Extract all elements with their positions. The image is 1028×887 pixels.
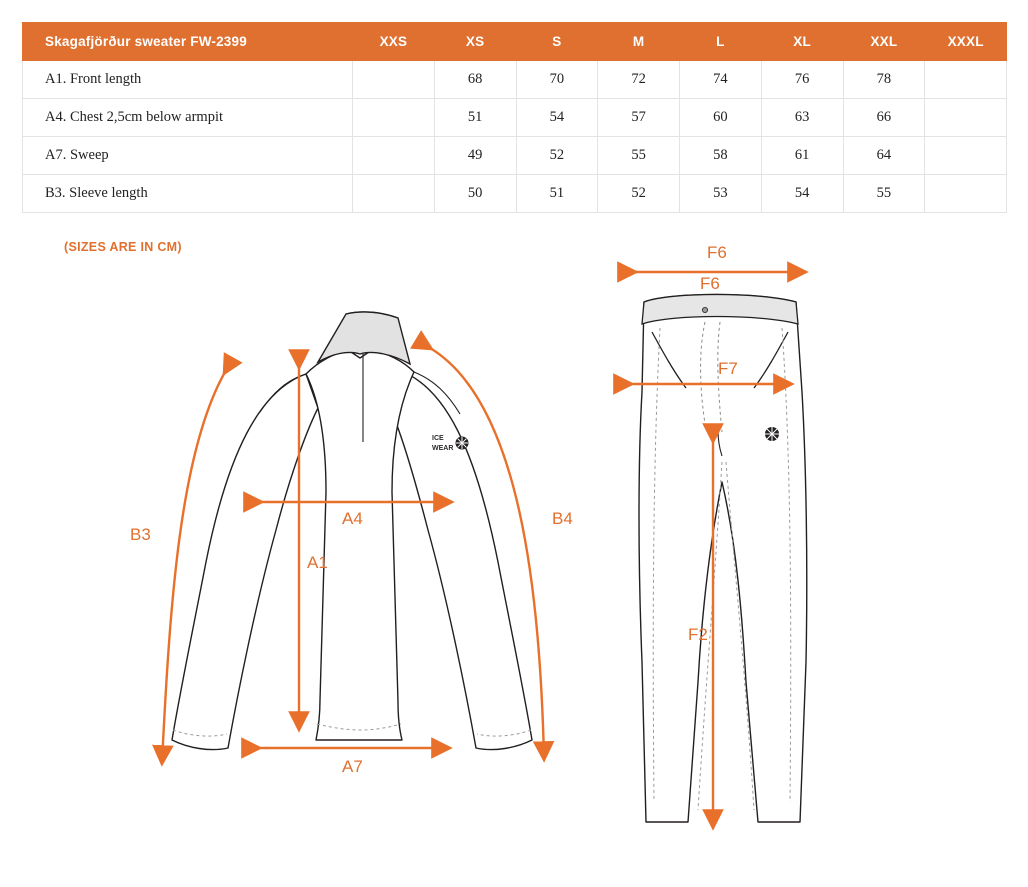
cell-value: 72: [598, 61, 680, 99]
measure-label-a4: A4: [342, 509, 363, 528]
pants-button-icon: [702, 307, 707, 312]
cell-value: [353, 137, 435, 175]
cell-value: [353, 99, 435, 137]
row-label: A1. Front length: [23, 61, 353, 99]
table-header-size-l: L: [680, 23, 762, 61]
table-header: [23, 23, 1007, 61]
sweater-left-sleeve: [172, 374, 318, 750]
measure-label-f2: F2: [688, 625, 708, 644]
cell-value: 57: [598, 99, 680, 137]
table-header-size-s: S: [516, 23, 598, 61]
cell-value: 55: [598, 137, 680, 175]
cell-value: 55: [843, 175, 925, 213]
measure-label-a1: A1: [307, 553, 328, 572]
table-header-size-xxxl: XXXL: [925, 23, 1007, 61]
table-header-size-xs: XS: [434, 23, 516, 61]
cell-value: 51: [434, 99, 516, 137]
cell-value: 74: [680, 61, 762, 99]
snowflake-icon: [765, 427, 779, 441]
cell-value: 49: [434, 137, 516, 175]
cell-value: 51: [516, 175, 598, 213]
row-label: A7. Sweep: [23, 137, 353, 175]
measure-label-a7: A7: [342, 757, 363, 776]
cell-value: 64: [843, 137, 925, 175]
cell-value: 58: [680, 137, 762, 175]
cell-value: 68: [434, 61, 516, 99]
table-header-size-xxl: XXL: [843, 23, 925, 61]
cell-value: [925, 61, 1007, 99]
cell-value: 52: [598, 175, 680, 213]
measure-label-f7: F7: [718, 359, 738, 378]
table-body: [23, 61, 1007, 213]
table-header-size-xl: XL: [761, 23, 843, 61]
measure-label-f6-display: F6: [700, 274, 720, 293]
table-header-size-xxs: XXS: [353, 23, 435, 61]
cell-value: 50: [434, 175, 516, 213]
units-note: (SIZES ARE IN CM): [64, 240, 182, 254]
table-row: [23, 175, 1007, 213]
cell-value: 66: [843, 99, 925, 137]
table-row: [23, 61, 1007, 99]
table-row: [23, 137, 1007, 175]
cell-value: 76: [761, 61, 843, 99]
measure-label-b4: B4: [552, 509, 573, 528]
snowflake-icon: [456, 437, 469, 450]
table-row: [23, 99, 1007, 137]
measure-label-b3: B3: [130, 525, 151, 544]
cell-value: 63: [761, 99, 843, 137]
row-label: B3. Sleeve length: [23, 175, 353, 213]
cell-value: [925, 99, 1007, 137]
size-chart-table-wrapper: [22, 22, 1006, 213]
table-header-product: Skagafjörður sweater FW-2399: [23, 23, 353, 61]
row-label: A4. Chest 2,5cm below armpit: [23, 99, 353, 137]
cell-value: 61: [761, 137, 843, 175]
pants-figure: [600, 243, 880, 867]
cell-value: [353, 61, 435, 99]
cell-value: 54: [761, 175, 843, 213]
brand-label-line1: ICE: [432, 435, 444, 442]
sweater-body: [306, 350, 414, 740]
table-header-row: [23, 23, 1007, 61]
cell-value: [925, 175, 1007, 213]
cell-value: 53: [680, 175, 762, 213]
size-chart-table: [22, 22, 1007, 213]
cell-value: 70: [516, 61, 598, 99]
table-header-size-m: M: [598, 23, 680, 61]
sweater-figure: [110, 262, 610, 827]
brand-label-line2: WEAR: [432, 445, 454, 452]
cell-value: [925, 137, 1007, 175]
cell-value: 60: [680, 99, 762, 137]
sweater-right-sleeve: [388, 370, 532, 750]
cell-value: 78: [843, 61, 925, 99]
cell-value: 54: [516, 99, 598, 137]
cell-value: [353, 175, 435, 213]
cell-value: 52: [516, 137, 598, 175]
measure-label-f6: F6: [707, 243, 727, 262]
